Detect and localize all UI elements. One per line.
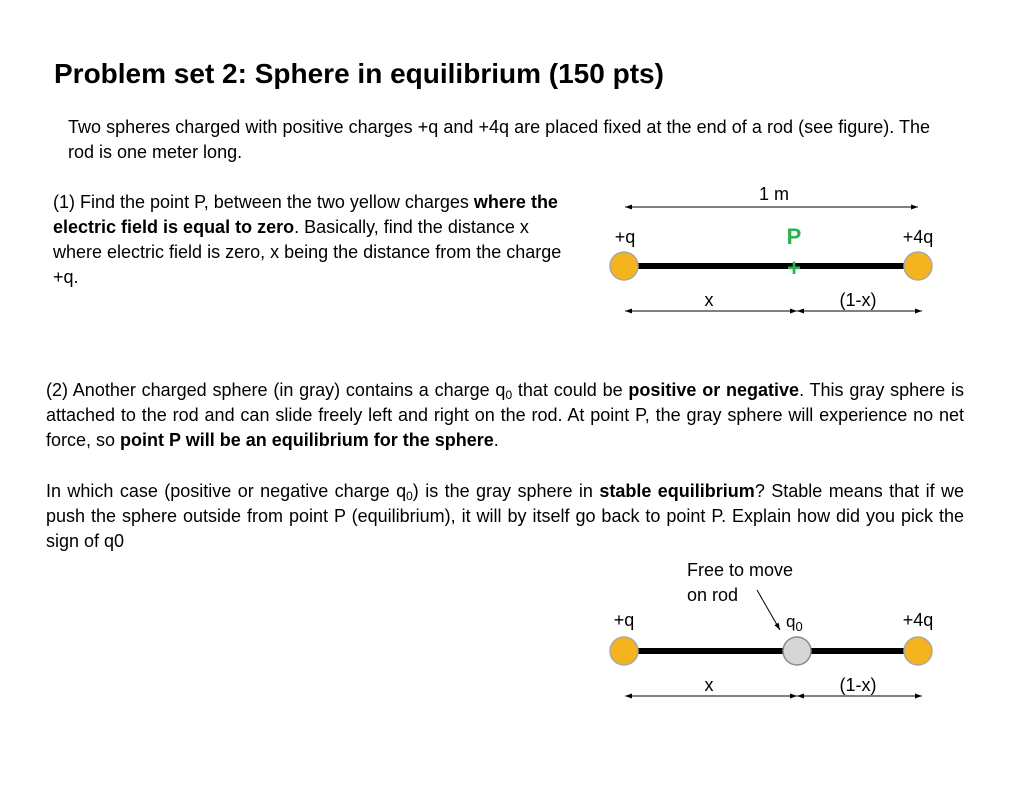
fig2-left-sphere <box>610 637 638 665</box>
page-title: Problem set 2: Sphere in equilibrium (150 pts) <box>54 58 664 89</box>
fig1-left-charge-label: +q <box>614 227 636 247</box>
part2-text-b: that could be <box>512 380 629 400</box>
point-p-label: P <box>786 224 802 249</box>
part1-text-b: . Basically, find the distance x where electric field is zero, x being the distance from the charge +q. <box>53 217 562 287</box>
free-move-note-line1: Free to move <box>687 560 794 580</box>
part1-bold: where the electric field is equal to zero <box>53 192 558 237</box>
fig2-right-sphere <box>904 637 932 665</box>
length-label: 1 m <box>758 184 790 204</box>
fig2-x-label: x <box>704 675 714 695</box>
part2-bold-a: positive or negative <box>628 380 800 400</box>
part3-text-c: ? Stable means that if we push the sphere outside from point P (equilibrium), it will by itself go back to point P. Explain how did you pick the sign of q0 <box>46 481 964 551</box>
fig1-rest-label: (1-x) <box>839 290 877 310</box>
fig2-right-charge-label: +4q <box>902 610 934 630</box>
part2-sub: 0 <box>505 388 513 402</box>
fig2-gray-sphere <box>783 637 811 665</box>
part1-text-a: (1) Find the point P, between the two yellow charges <box>53 192 474 212</box>
part2-text-d: . <box>493 430 499 450</box>
part2-text-c: . This gray sphere is attached to the rod and can slide freely left and right on the rod. At point P, the gray sphere will experience no net force, so <box>46 380 964 450</box>
part3-sub: 0 <box>406 489 413 503</box>
free-move-pointer-arrow <box>757 590 780 630</box>
fig1-right-sphere <box>904 252 932 280</box>
intro-paragraph: Two spheres charged with positive charges +q and +4q are placed fixed at the end of a rod (see figure). The rod is one meter long. <box>68 117 930 162</box>
part3-text-a: In which case (positive or negative charge q <box>46 481 407 501</box>
part3-text-b: ) is the gray sphere in <box>412 481 600 501</box>
part2-bold-b: point P will be an equilibrium for the sphere <box>120 430 494 450</box>
part2-text-a: (2) Another charged sphere (in gray) contains a charge q <box>46 380 506 400</box>
fig1-left-sphere <box>610 252 638 280</box>
fig2-rest-label: (1-x) <box>839 675 877 695</box>
free-move-note-line2: on rod <box>687 585 739 605</box>
fig1-x-label: x <box>704 290 714 310</box>
fig1-right-charge-label: +4q <box>902 227 934 247</box>
fig2-left-charge-label: +q <box>613 610 635 630</box>
fig2-mid-charge-q: q <box>786 612 796 631</box>
fig2-mid-charge-sub: 0 <box>795 619 803 634</box>
fig2-mid-charge-label <box>786 612 803 634</box>
point-p-marker: + <box>786 255 802 282</box>
part3-bold: stable equilibrium <box>599 481 755 501</box>
